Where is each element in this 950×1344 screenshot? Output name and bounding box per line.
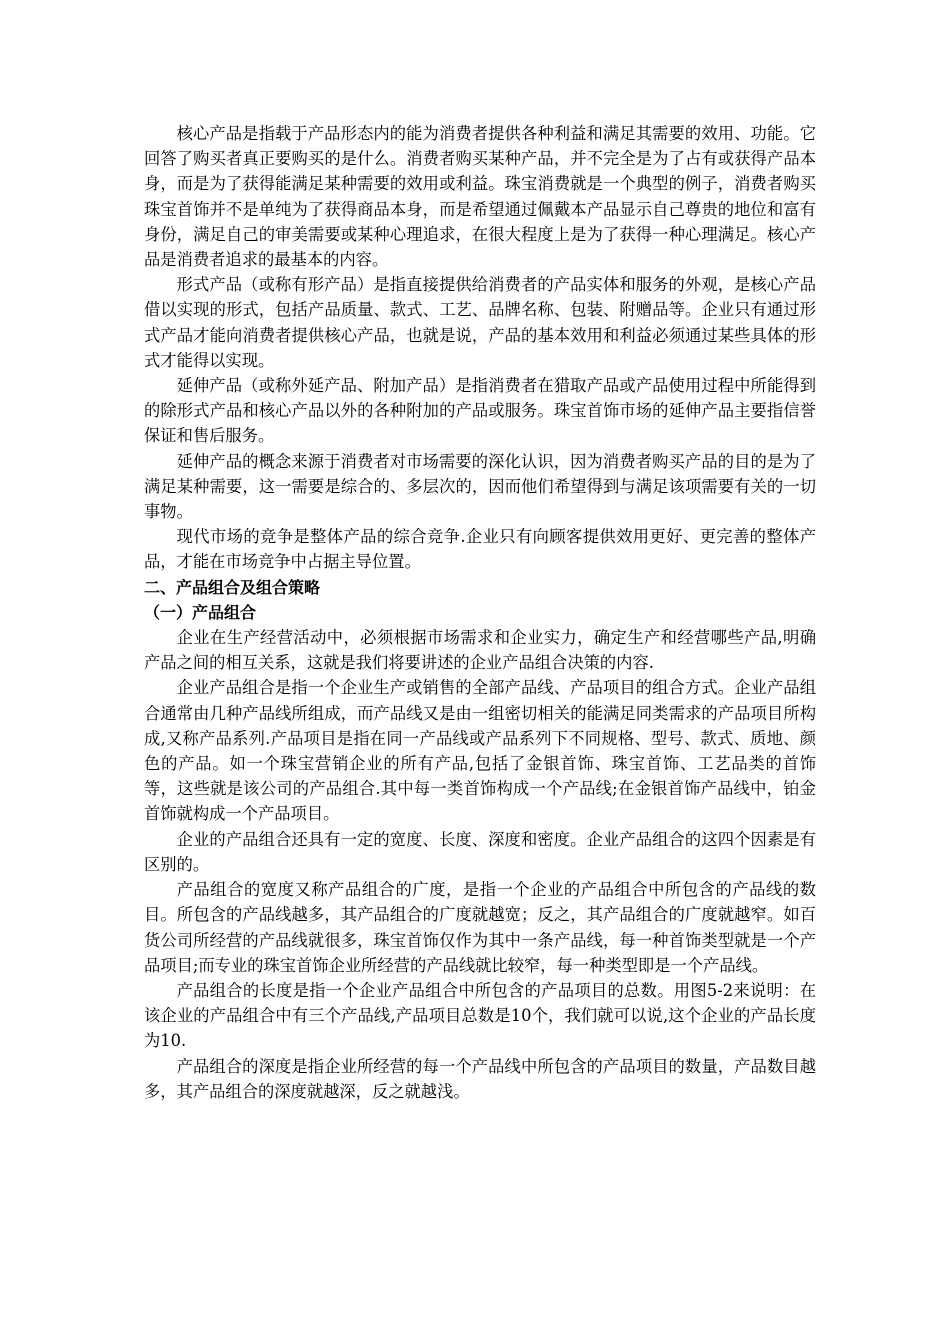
document-page <box>144 121 816 1104</box>
paragraph-portfolio-definition: 企业产品组合是指一个企业生产或销售的全部产品线、产品项目的组合方式。企业产品组合通常由几种产品线所组成，而产品线又是由一组密切相关的能满足同类需求的产品项目所构成,又称产品系列.产品项目是指在同一产品线或产品系列下不同规格、型号、款式、质地、颜色的产品。如一个珠宝营销企业的所有产品,包括了金银首饰、珠宝首饰、工艺品类的首饰等，这些就是该公司的产品组合.其中每一类首饰构成一个产品线;在金银首饰产品线中，铂金首饰就构成一个产品项目。 <box>144 678 816 824</box>
paragraph-portfolio-decision: 企业在生产经营活动中，必须根据市场需求和企业实力，确定生产和经营哪些产品,明确产品之间的相互关系，这就是我们将要讲述的企业产品组合决策的内容. <box>144 628 816 673</box>
section-heading: 二、产品组合及组合策略 <box>144 577 321 597</box>
subsection-heading: （一）产品组合 <box>144 602 257 622</box>
paragraph-portfolio-length: 产品组合的长度是指一个企业产品组合中所包含的产品项目的总数。用图5-2来说明：在该企业的产品组合中有三个产品线,产品项目总数是10个，我们就可以说,这个企业的产品长度为10. <box>144 980 816 1051</box>
paragraph-extended-product: 延伸产品（或称外延产品、附加产品）是指消费者在猎取产品或产品使用过程中所能得到的除形式产品和核心产品以外的各种附加的产品或服务。珠宝首饰市场的延伸产品主要指信誉保证和售后服务。 <box>144 376 816 446</box>
paragraph-formal-product: 形式产品（或称有形产品）是指直接提供给消费者的产品实体和服务的外观，是核心产品借以实现的形式，包括产品质量、款式、工艺、品牌名称、包装、附赠品等。企业只有通过形式产品才能向消费者提供核心产品，也就是说，产品的基本效用和利益必须通过某些具体的形式才能得以实现。 <box>144 275 816 370</box>
paragraph-core-product: 核心产品是指载于产品形态内的能为消费者提供各种利益和满足其需要的效用、功能。它回答了购买者真正要购买的是什么。消费者购买某种产品，并不完全是为了占有或获得产品本身，而是为了获得能满足某种需要的效用或利益。珠宝消费就是一个典型的例子，消费者购买珠宝首饰并不是单纯为了获得商品本身，而是希望通过佩戴本产品显示自己尊贵的地位和富有身份，满足自己的审美需要或某种心理追求，在很大程度上是为了获得一种心理满足。核心产品是消费者追求的最基本的内容。 <box>144 124 816 270</box>
paragraph-modern-competition: 现代市场的竞争是整体产品的综合竞争.企业只有向顾客提供效用更好、更完善的整体产品，才能在市场竞争中占据主导位置。 <box>144 527 816 572</box>
paragraph-extended-product-concept: 延伸产品的概念来源于消费者对市场需要的深化认识，因为消费者购买产品的目的是为了满足某种需要，这一需要是综合的、多层次的，因而他们希望得到与满足该项需要有关的一切事物。 <box>144 451 816 522</box>
paragraph-portfolio-dimensions: 企业的产品组合还具有一定的宽度、长度、深度和密度。企业产品组合的这四个因素是有区别的。 <box>144 829 816 874</box>
paragraph-portfolio-depth: 产品组合的深度是指企业所经营的每一个产品线中所包含的产品项目的数量，产品数目越多，其产品组合的深度就越深，反之就越浅。 <box>144 1056 816 1101</box>
paragraph-portfolio-width: 产品组合的宽度又称产品组合的广度，是指一个企业的产品组合中所包含的产品线的数目。所包含的产品线越多，其产品组合的广度就越宽；反之，其产品组合的广度就越窄。如百货公司所经营的产品线就很多，珠宝首饰仅作为其中一条产品线，每一种首饰类型就是一个产品项目;而专业的珠宝首饰企业所经营的产品线就比较窄，每一种类型即是一个产品线。 <box>144 880 816 975</box>
